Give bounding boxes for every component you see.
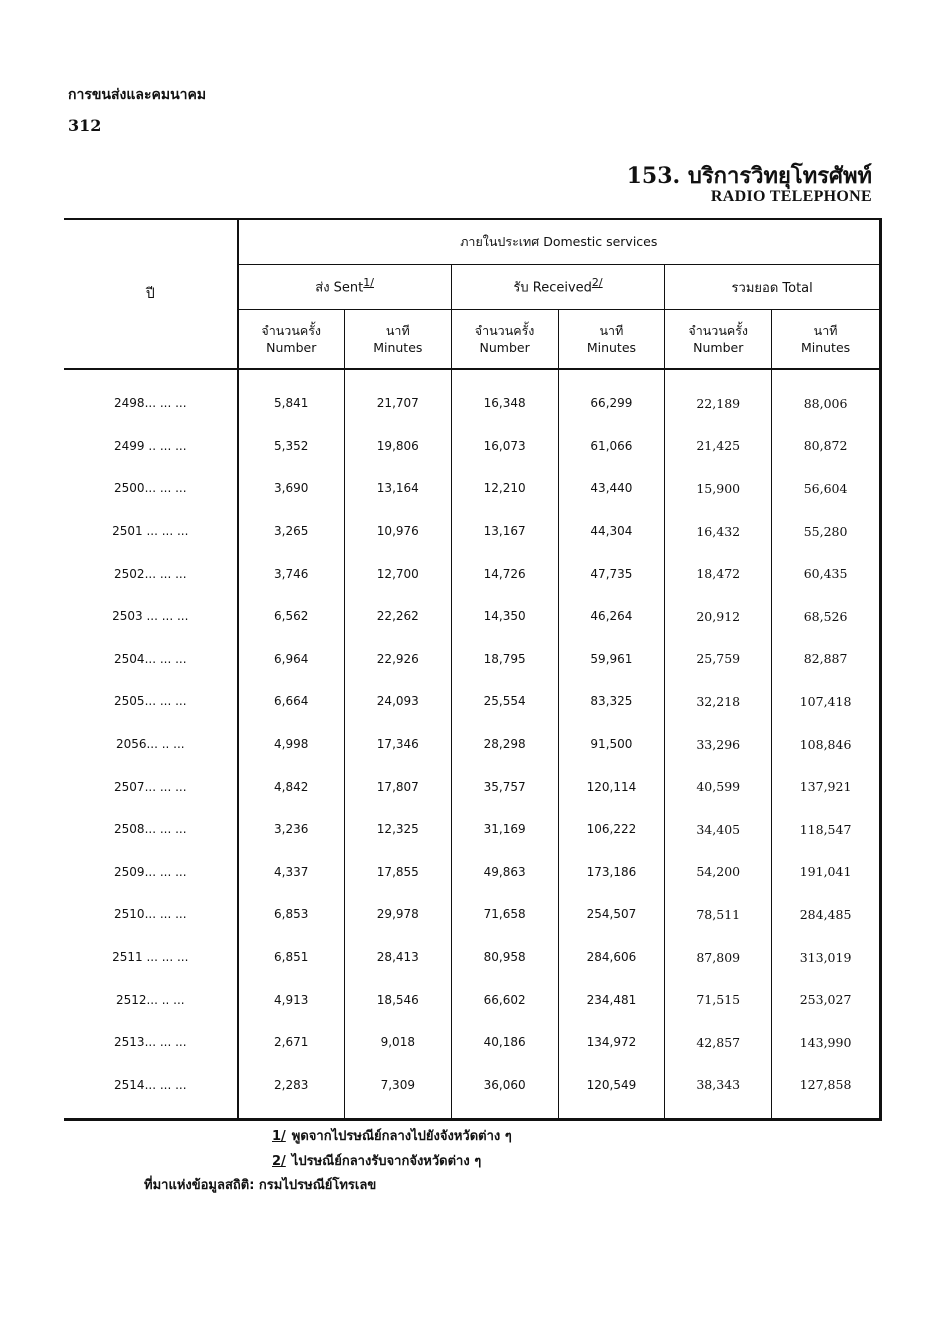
- year-column-header: ปี: [64, 219, 238, 369]
- sent-number-cell: 4,337: [238, 851, 345, 894]
- total-number-cell: 32,218: [665, 680, 772, 723]
- recv-number-cell: 25,554: [451, 680, 558, 723]
- year-cell: 2511 ... ... ...: [112, 950, 189, 965]
- sent-minutes-cell: 22,926: [344, 638, 451, 681]
- chapter-heading: การขนส่งและคมนาคม: [68, 87, 207, 103]
- sent-minutes-cell: 24,093: [344, 680, 451, 723]
- recv-minutes-cell: 66,299: [558, 369, 665, 425]
- recv-minutes-cell: 254,507: [558, 893, 665, 936]
- recv-number-cell: 66,602: [451, 978, 558, 1021]
- received-header: รับ Received$^{2/}$: [451, 265, 665, 310]
- total-number-cell: 40,599: [665, 765, 772, 808]
- total-minutes-cell: 137,921: [772, 765, 881, 808]
- sent-number-cell: 5,841: [238, 369, 345, 425]
- sent-number-cell: 4,998: [238, 723, 345, 766]
- recv-minutes-cell: 106,222: [558, 808, 665, 851]
- recv-minutes-cell: 134,972: [558, 1021, 665, 1064]
- year-cell: 2503 ... ... ...: [112, 609, 189, 624]
- sent-number-cell: 6,664: [238, 680, 345, 723]
- total-minutes-cell: 82,887: [772, 638, 881, 681]
- sent-minutes-cell: 9,018: [344, 1021, 451, 1064]
- year-cell: 2502... ... ...: [114, 566, 187, 581]
- table-row: [64, 851, 881, 894]
- sent-number-cell: 2,283: [238, 1064, 345, 1120]
- recv-number-cell: 14,350: [451, 595, 558, 638]
- year-cell: 2504... ... ...: [114, 651, 187, 666]
- recv-minutes-cell: 46,264: [558, 595, 665, 638]
- sent-number-header: จำนวนครั้ง Number: [238, 310, 345, 370]
- total-number-cell: 54,200: [665, 851, 772, 894]
- recv-number-cell: 40,186: [451, 1021, 558, 1064]
- recv-minutes-cell: 120,114: [558, 765, 665, 808]
- recv-minutes-cell: 91,500: [558, 723, 665, 766]
- radio-telephone-table: [64, 218, 882, 1121]
- table-row: [64, 936, 881, 979]
- sent-minutes-cell: 29,978: [344, 893, 451, 936]
- recv-number-cell: 31,169: [451, 808, 558, 851]
- total-number-cell: 15,900: [665, 467, 772, 510]
- received-footnote-mark: 2/: [591, 276, 603, 290]
- footnote-1: 1/ พูดจากไปรษณีย์กลางไปยังจังหวัดต่าง ๆ: [272, 1129, 512, 1144]
- table-row: [64, 510, 881, 553]
- year-cell: 2500... ... ...: [114, 481, 187, 496]
- sent-minutes-cell: 13,164: [344, 467, 451, 510]
- sent-number-cell: 6,562: [238, 595, 345, 638]
- total-number-cell: 20,912: [665, 595, 772, 638]
- table-row: [64, 978, 881, 1021]
- sent-minutes-header: นาที Minutes: [344, 310, 451, 370]
- recv-minutes-cell: 59,961: [558, 638, 665, 681]
- year-cell: 2499 .. ... ...: [114, 438, 187, 453]
- recv-minutes-cell: 234,481: [558, 978, 665, 1021]
- sent-number-cell: 6,964: [238, 638, 345, 681]
- year-cell: 2501 ... ... ...: [112, 524, 189, 539]
- table-row: [64, 638, 881, 681]
- table-row: [64, 893, 881, 936]
- total-minutes-cell: 313,019: [772, 936, 881, 979]
- table-row: [64, 595, 881, 638]
- sent-number-cell: 3,746: [238, 552, 345, 595]
- total-number-cell: 33,296: [665, 723, 772, 766]
- table-row: [64, 723, 881, 766]
- table-row: [64, 425, 881, 468]
- year-cell: 2512... .. ...: [115, 992, 185, 1007]
- sent-minutes-cell: 17,807: [344, 765, 451, 808]
- sent-minutes-cell: 18,546: [344, 978, 451, 1021]
- recv-number-cell: 28,298: [451, 723, 558, 766]
- total-minutes-cell: 143,990: [772, 1021, 881, 1064]
- year-cell: 2509... ... ...: [114, 864, 187, 879]
- footnotes: [272, 1124, 512, 1174]
- year-cell: 2514... ... ...: [114, 1077, 187, 1092]
- total-number-cell: 25,759: [665, 638, 772, 681]
- table-row: [64, 808, 881, 851]
- recv-minutes-cell: 284,606: [558, 936, 665, 979]
- recv-number-cell: 80,958: [451, 936, 558, 979]
- total-number-cell: 78,511: [665, 893, 772, 936]
- sent-minutes-cell: 10,976: [344, 510, 451, 553]
- data-source: ที่มาแห่งข้อมูลสถิติ: กรมไปรษณีย์โทรเลข: [144, 1178, 377, 1193]
- total-minutes-cell: 127,858: [772, 1064, 881, 1120]
- sent-minutes-cell: 17,346: [344, 723, 451, 766]
- sent-number-cell: 2,671: [238, 1021, 345, 1064]
- total-minutes-cell: 68,526: [772, 595, 881, 638]
- recv-number-cell: 35,757: [451, 765, 558, 808]
- total-minutes-cell: 56,604: [772, 467, 881, 510]
- total-minutes-cell: 191,041: [772, 851, 881, 894]
- recv-number-cell: 36,060: [451, 1064, 558, 1120]
- sent-minutes-cell: 7,309: [344, 1064, 451, 1120]
- sent-footnote-mark: 1/: [363, 276, 374, 290]
- total-number-cell: 71,515: [665, 978, 772, 1021]
- year-cell: 2507... ... ...: [114, 779, 187, 794]
- page-number: 312: [68, 116, 102, 135]
- recv-number-cell: 12,210: [451, 467, 558, 510]
- sent-number-cell: 5,352: [238, 425, 345, 468]
- total-minutes-cell: 107,418: [772, 680, 881, 723]
- year-cell: 2513... ... ...: [114, 1035, 187, 1050]
- table-row: [64, 1064, 881, 1120]
- received-minutes-header: นาที Minutes: [558, 310, 665, 370]
- total-minutes-cell: 80,872: [772, 425, 881, 468]
- year-cell: 2056... .. ...: [115, 737, 185, 752]
- recv-minutes-cell: 61,066: [558, 425, 665, 468]
- recv-minutes-cell: 43,440: [558, 467, 665, 510]
- recv-minutes-cell: 47,735: [558, 552, 665, 595]
- total-number-header: จำนวนครั้ง Number: [665, 310, 772, 370]
- footnote-2: 2/ ไปรษณีย์กลางรับจากจังหวัดต่าง ๆ: [272, 1154, 482, 1169]
- total-minutes-cell: 108,846: [772, 723, 881, 766]
- total-number-cell: 42,857: [665, 1021, 772, 1064]
- received-number-header: จำนวนครั้ง Number: [451, 310, 558, 370]
- table-row: [64, 765, 881, 808]
- table-body: [64, 369, 881, 1120]
- table-row: [64, 467, 881, 510]
- recv-minutes-cell: 173,186: [558, 851, 665, 894]
- table-title-english: RADIO TELEPHONE: [710, 188, 872, 205]
- sent-minutes-cell: 19,806: [344, 425, 451, 468]
- domestic-services-header: ภายในประเทศ Domestic services: [238, 219, 881, 265]
- recv-number-cell: 13,167: [451, 510, 558, 553]
- total-minutes-cell: 253,027: [772, 978, 881, 1021]
- recv-number-cell: 16,073: [451, 425, 558, 468]
- sent-number-cell: 3,265: [238, 510, 345, 553]
- sent-minutes-cell: 22,262: [344, 595, 451, 638]
- year-cell: 2510... ... ...: [114, 907, 187, 922]
- recv-number-cell: 71,658: [451, 893, 558, 936]
- total-number-cell: 18,472: [665, 552, 772, 595]
- recv-number-cell: 16,348: [451, 369, 558, 425]
- total-number-cell: 34,405: [665, 808, 772, 851]
- sent-number-cell: 4,842: [238, 765, 345, 808]
- total-number-cell: 38,343: [665, 1064, 772, 1120]
- total-number-cell: 21,425: [665, 425, 772, 468]
- recv-number-cell: 18,795: [451, 638, 558, 681]
- total-minutes-cell: 60,435: [772, 552, 881, 595]
- total-minutes-cell: 284,485: [772, 893, 881, 936]
- table-row: [64, 680, 881, 723]
- total-number-cell: 16,432: [665, 510, 772, 553]
- sent-minutes-cell: 12,700: [344, 552, 451, 595]
- recv-number-cell: 14,726: [451, 552, 558, 595]
- recv-minutes-cell: 83,325: [558, 680, 665, 723]
- total-minutes-cell: 55,280: [772, 510, 881, 553]
- sent-minutes-cell: 28,413: [344, 936, 451, 979]
- recv-number-cell: 49,863: [451, 851, 558, 894]
- total-minutes-header: นาที Minutes: [772, 310, 881, 370]
- sent-number-cell: 3,236: [238, 808, 345, 851]
- sent-minutes-cell: 21,707: [344, 369, 451, 425]
- total-minutes-cell: 88,006: [772, 369, 881, 425]
- sent-minutes-cell: 12,325: [344, 808, 451, 851]
- sent-header: ส่ง Sent$^{1/}$: [238, 265, 452, 310]
- table-row: [64, 1021, 881, 1064]
- total-number-cell: 22,189: [665, 369, 772, 425]
- table-row: [64, 552, 881, 595]
- year-cell: 2508... ... ...: [114, 822, 187, 837]
- table-title-thai: 153. บริการวิทยุโทรศัพท์: [626, 163, 872, 189]
- recv-minutes-cell: 120,549: [558, 1064, 665, 1120]
- total-minutes-cell: 118,547: [772, 808, 881, 851]
- sent-number-cell: 3,690: [238, 467, 345, 510]
- total-header: รวมยอด Total: [665, 265, 881, 310]
- sent-minutes-cell: 17,855: [344, 851, 451, 894]
- sent-number-cell: 6,853: [238, 893, 345, 936]
- recv-minutes-cell: 44,304: [558, 510, 665, 553]
- total-number-cell: 87,809: [665, 936, 772, 979]
- sent-number-cell: 6,851: [238, 936, 345, 979]
- table-row: [64, 369, 881, 425]
- year-cell: 2505... ... ...: [114, 694, 187, 709]
- sent-number-cell: 4,913: [238, 978, 345, 1021]
- year-cell: 2498... ... ...: [114, 396, 187, 411]
